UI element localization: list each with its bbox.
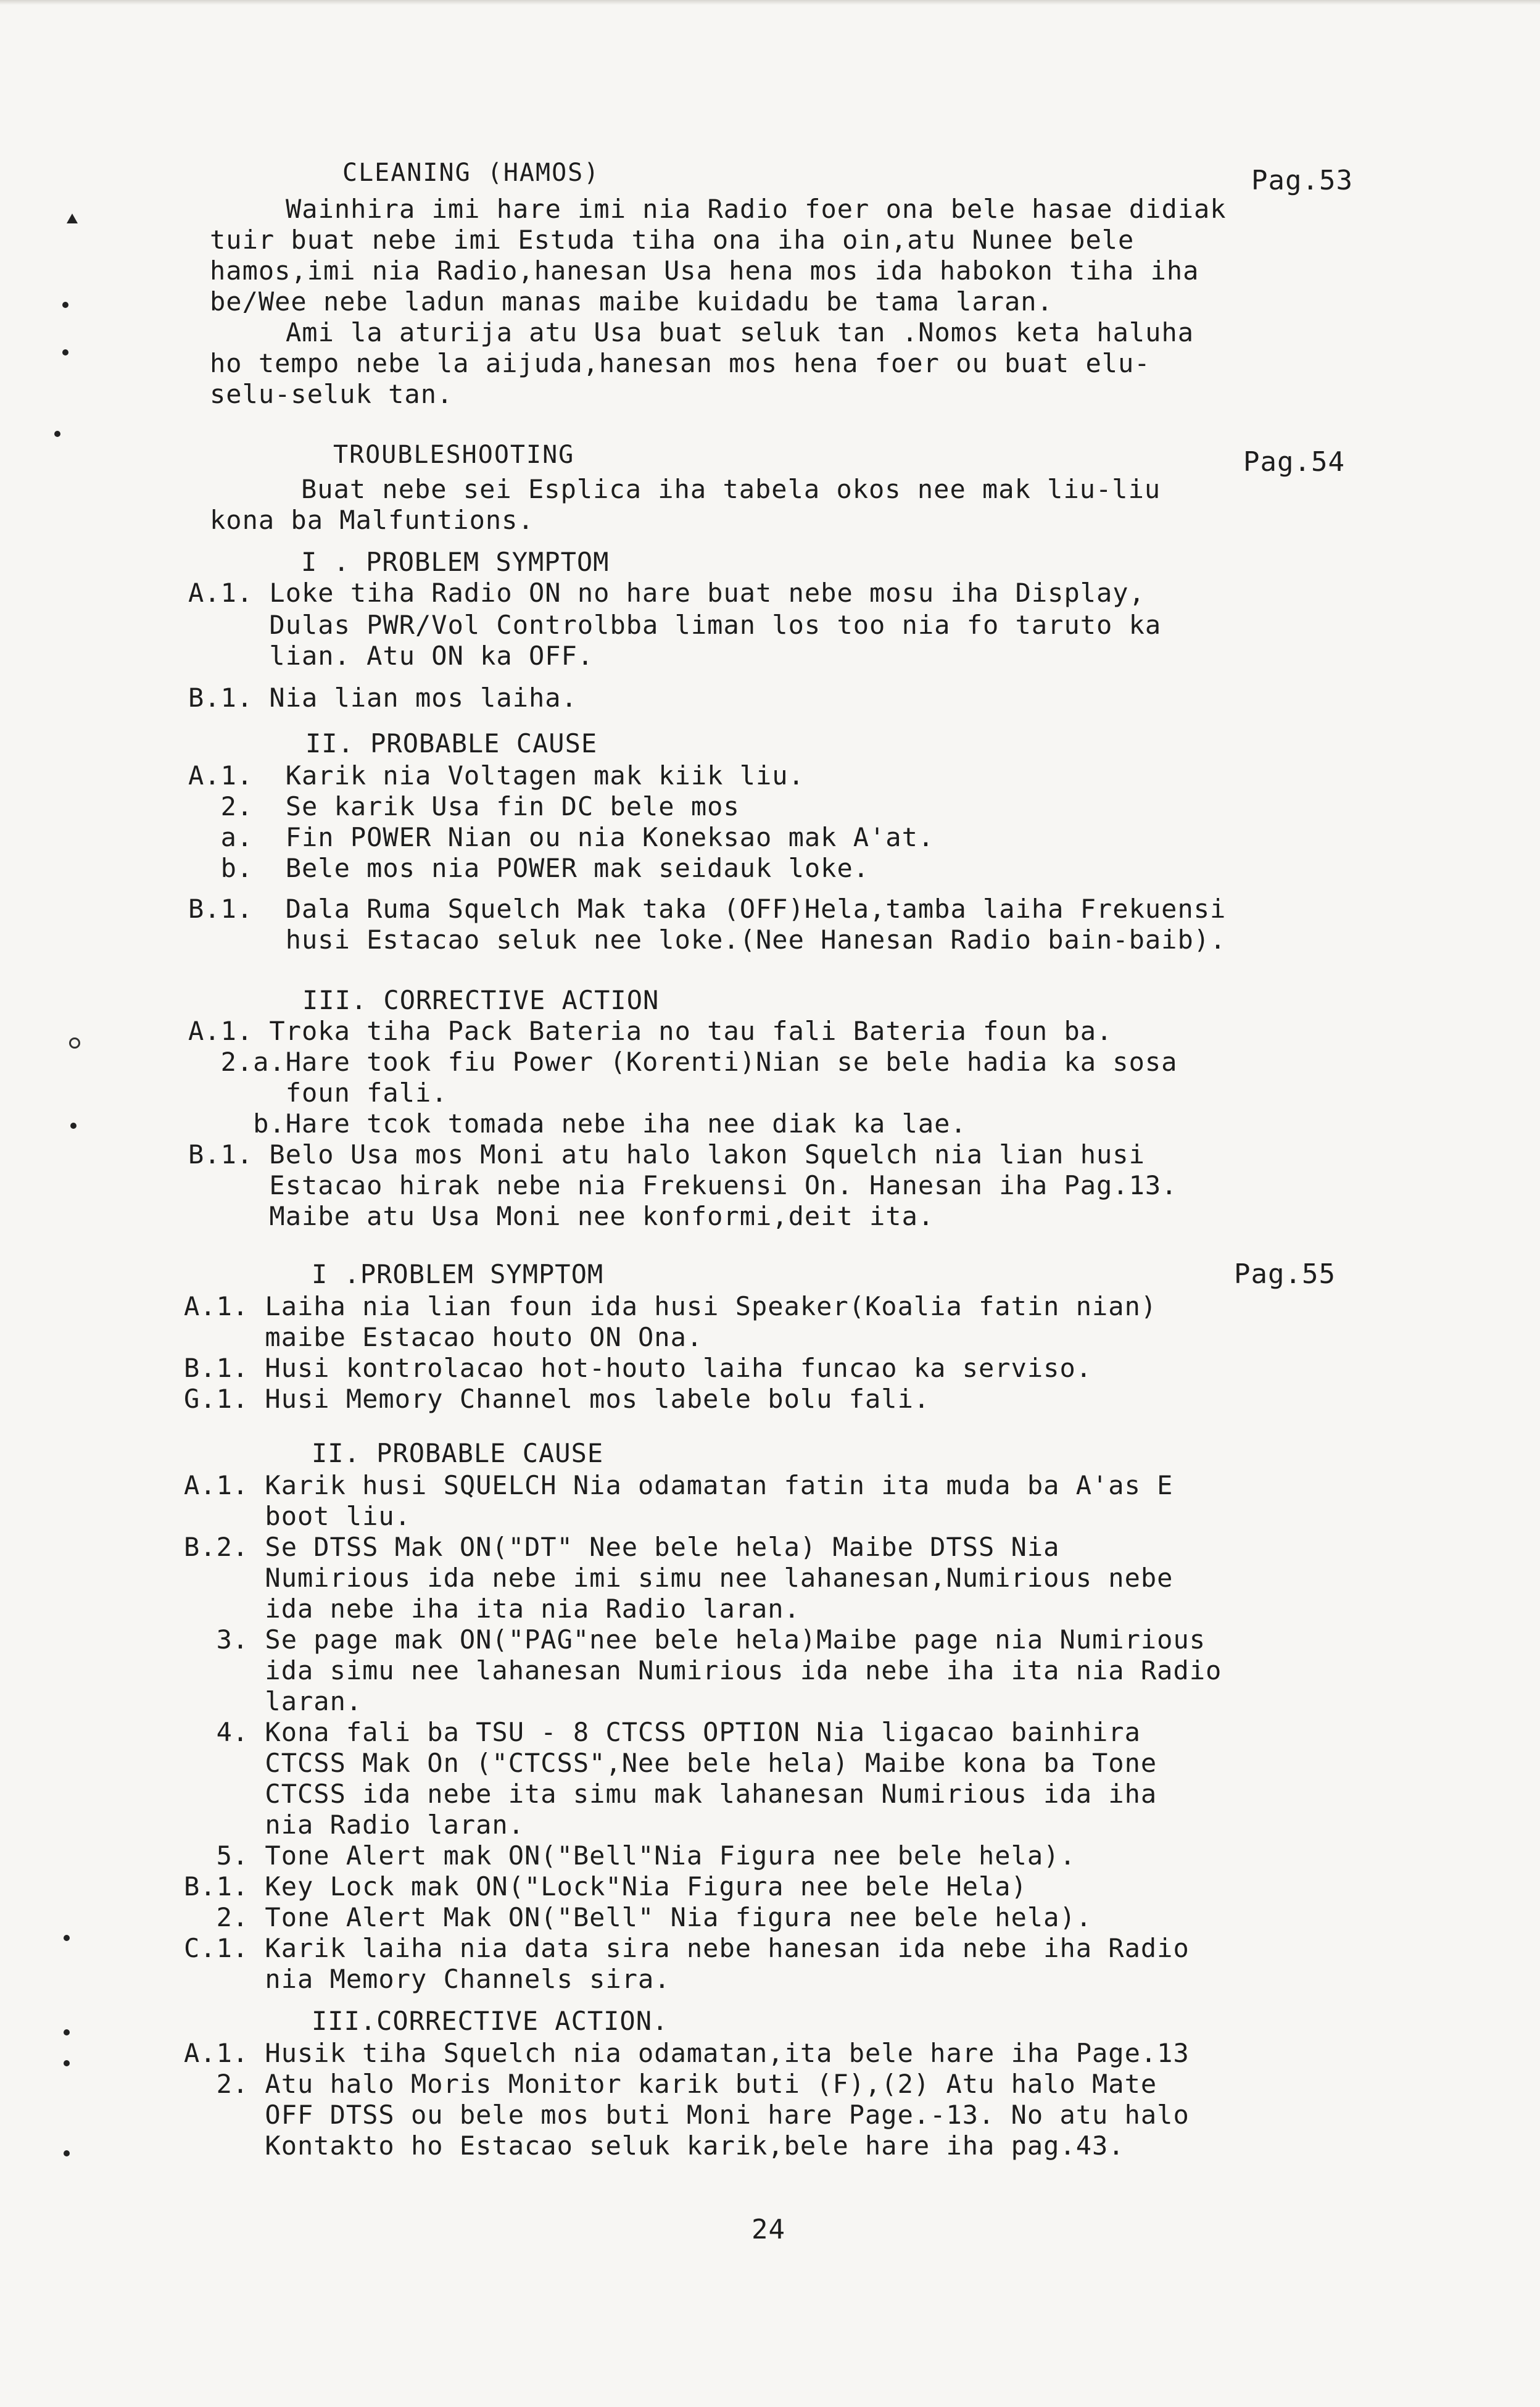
- text-line: B.1. Key Lock mak ON("Lock"Nia Figura nee bele Hela): [184, 1871, 1027, 1902]
- text-line: A.1. Karik nia Voltagen mak kiik liu.: [188, 760, 805, 791]
- text-line: B.1. Belo Usa mos Moni atu halo lakon Squelch nia lian husi: [188, 1139, 1145, 1170]
- text-line: B.1. Husi kontrolacao hot-houto laiha funcao ka serviso.: [184, 1353, 1093, 1383]
- text-line: Maibe atu Usa Moni nee konformi,deit ita.: [188, 1201, 935, 1231]
- text-line: B.1. Dala Ruma Squelch Mak taka (OFF)Hela,tamba laiha Frekuensi: [188, 894, 1227, 924]
- section-heading: I . PROBLEM SYMPTOM: [301, 547, 610, 577]
- section-heading: II. PROBABLE CAUSE: [312, 1438, 604, 1468]
- text-line: CTCSS Mak On ("CTCSS",Nee bele hela) Maibe kona ba Tone: [184, 1748, 1157, 1778]
- section-heading: II. PROBABLE CAUSE: [305, 728, 598, 759]
- text-line: Wainhira imi hare imi nia Radio foer ona bele hasae didiak: [286, 194, 1227, 224]
- text-line: b. Bele mos nia POWER mak seidauk loke.: [188, 853, 870, 883]
- section-heading: III.CORRECTIVE ACTION.: [312, 2006, 669, 2036]
- text-line: be/Wee nebe ladun manas maibe kuidadu be tama laran.: [210, 286, 1053, 317]
- text-line: Estacao hirak nebe nia Frekuensi On. Hanesan iha Pag.13.: [188, 1170, 1178, 1200]
- margin-dot: [64, 1935, 70, 1941]
- text-line: Dulas PWR/Vol Controlbba liman los too nia fo taruto ka: [188, 610, 1162, 640]
- cleaning-page-ref: Pag.53: [1251, 165, 1353, 196]
- text-line: tuir buat nebe imi Estuda tiha ona iha oin,atu Nunee bele: [210, 225, 1135, 255]
- troubleshooting-page-ref: Pag.54: [1243, 446, 1345, 478]
- text-line: foun fali.: [188, 1078, 448, 1108]
- text-line: OFF DTSS ou bele mos buti Moni hare Page.-13. No atu halo: [184, 2100, 1190, 2130]
- margin-dot: [54, 431, 60, 437]
- text-line: 5. Tone Alert mak ON("Bell"Nia Figura nee bele hela).: [184, 1840, 1076, 1871]
- text-line: lian. Atu ON ka OFF.: [188, 641, 594, 671]
- page-number: 24: [751, 2214, 785, 2245]
- text-line: hamos,imi nia Radio,hanesan Usa hena mos ida habokon tiha iha: [210, 256, 1199, 286]
- margin-dot: [64, 2150, 70, 2156]
- text-line: kona ba Malfuntions.: [210, 505, 534, 535]
- text-line: Numirious ida nebe imi simu nee lahanesan,Numirious nebe: [184, 1563, 1174, 1593]
- section2-page-ref: Pag.55: [1234, 1258, 1336, 1290]
- text-line: G.1. Husi Memory Channel mos labele bolu fali.: [184, 1384, 930, 1414]
- page-top-edge: [0, 0, 1540, 5]
- margin-dot: [62, 349, 68, 355]
- text-line: nia Radio laran.: [184, 1810, 525, 1840]
- text-line: 3. Se page mak ON("PAG"nee bele hela)Maibe page nia Numirious: [184, 1624, 1206, 1655]
- text-line: A.1. Loke tiha Radio ON no hare buat nebe mosu iha Display,: [188, 578, 1145, 608]
- text-line: Kontakto ho Estacao seluk karik,bele hare iha pag.43.: [184, 2131, 1125, 2161]
- text-line: Ami la aturija atu Usa buat seluk tan .Nomos keta haluha: [286, 317, 1194, 347]
- margin-dot: [70, 1123, 77, 1129]
- section-heading: III. CORRECTIVE ACTION: [302, 985, 660, 1015]
- text-line: CTCSS ida nebe ita simu mak lahanesan Numirious ida iha: [184, 1779, 1157, 1809]
- text-line: A.1. Husik tiha Squelch nia odamatan,ita bele hare iha Page.13: [184, 2038, 1190, 2068]
- text-line: A.1. Troka tiha Pack Bateria no tau fali Bateria foun ba.: [188, 1016, 1113, 1046]
- text-line: 2.a.Hare took fiu Power (Korenti)Nian se bele hadia ka sosa: [188, 1047, 1178, 1077]
- text-line: B.1. Nia lian mos laiha.: [188, 683, 578, 713]
- text-line: boot liu.: [184, 1501, 412, 1531]
- margin-dot: [64, 2060, 70, 2066]
- text-line: a. Fin POWER Nian ou nia Koneksao mak A'at.: [188, 822, 935, 852]
- margin-dot: [64, 2029, 70, 2035]
- text-line: b.Hare tcok tomada nebe iha nee diak ka lae.: [188, 1108, 967, 1139]
- text-line: A.1. Karik husi SQUELCH Nia odamatan fatin ita muda ba A'as E: [184, 1470, 1174, 1500]
- text-line: C.1. Karik laiha nia data sira nebe hanesan ida nebe iha Radio: [184, 1933, 1190, 1963]
- text-line: nia Memory Channels sira.: [184, 1964, 671, 1994]
- text-line: A.1. Laiha nia lian foun ida husi Speaker(Koalia fatin nian): [184, 1291, 1157, 1321]
- margin-mark: [67, 214, 78, 223]
- text-line: ida nebe iha ita nia Radio laran.: [184, 1594, 800, 1624]
- text-line: 2. Atu halo Moris Monitor karik buti (F),(2) Atu halo Mate: [184, 2069, 1157, 2099]
- text-line: husi Estacao seluk nee loke.(Nee Hanesan Radio bain-baib).: [188, 925, 1227, 955]
- text-line: maibe Estacao houto ON Ona.: [184, 1322, 703, 1352]
- text-line: B.2. Se DTSS Mak ON("DT" Nee bele hela) Maibe DTSS Nia: [184, 1532, 1060, 1562]
- margin-ring: [69, 1037, 80, 1049]
- text-line: 2. Se karik Usa fin DC bele mos: [188, 791, 740, 821]
- text-line: 2. Tone Alert Mak ON("Bell" Nia figura nee bele hela).: [184, 1902, 1093, 1932]
- text-line: Buat nebe sei Esplica iha tabela okos nee mak liu-liu: [301, 474, 1161, 504]
- text-line: ho tempo nebe la aijuda,hanesan mos hena foer ou buat elu-: [210, 348, 1151, 378]
- text-line: ida simu nee lahanesan Numirious ida nebe iha ita nia Radio: [184, 1655, 1222, 1686]
- section-heading: I .PROBLEM SYMPTOM: [312, 1259, 604, 1289]
- text-line: laran.: [184, 1686, 363, 1716]
- text-line: selu-seluk tan.: [210, 379, 453, 409]
- cleaning-heading: CLEANING (HAMOS): [342, 159, 600, 187]
- text-line: 4. Kona fali ba TSU - 8 CTCSS OPTION Nia ligacao bainhira: [184, 1717, 1141, 1747]
- troubleshooting-heading: TROUBLESHOOTING: [333, 441, 575, 469]
- margin-dot: [62, 302, 68, 308]
